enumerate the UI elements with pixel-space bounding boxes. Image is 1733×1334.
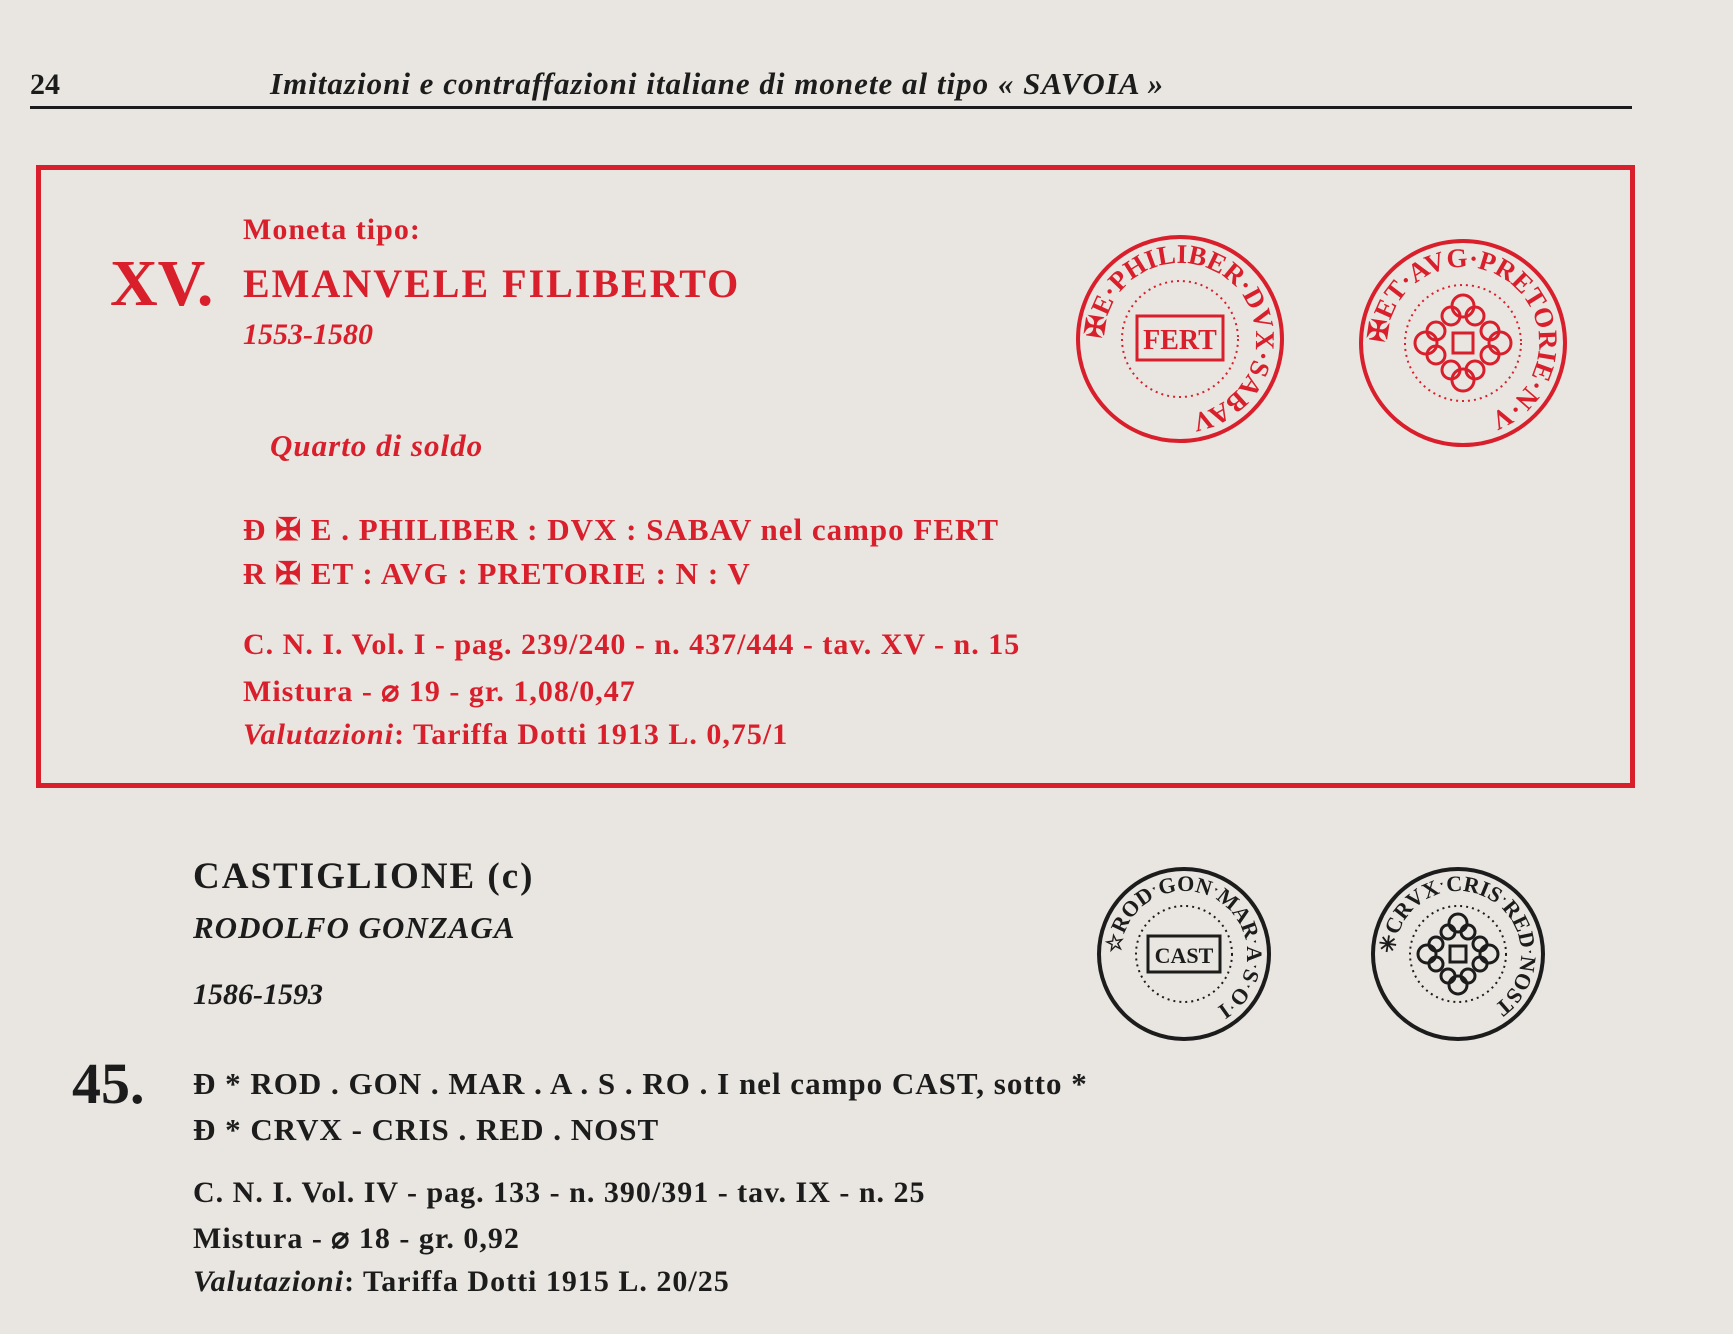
header-rule bbox=[30, 106, 1632, 109]
cni-reference: C. N. I. Vol. IV - pag. 133 - n. 390/391 - tav. IX - n. 25 bbox=[193, 1176, 926, 1209]
reverse-symbol: Ɍ bbox=[243, 556, 267, 591]
obverse-field-intro: nel campo bbox=[760, 512, 905, 547]
metal-weight-line: Mistura - ⌀ 18 - gr. 0,92 bbox=[193, 1222, 520, 1255]
coin-reverse-legend: ✠ET·AVG·PRETORIE·N·V bbox=[1362, 242, 1564, 437]
valuation-line bbox=[193, 1265, 730, 1299]
valuation-value: : Tariffa Dotti 1915 L. 20/25 bbox=[344, 1265, 730, 1298]
obverse-legend: E . PHILIBER : DVX : SABAV bbox=[310, 512, 752, 547]
obverse-field: FERT bbox=[913, 512, 1000, 547]
coin-reverse-legend: ✳CRVXˑCRISˑREDˑNOST bbox=[1374, 870, 1542, 1022]
page-number: 24 bbox=[30, 68, 60, 101]
coin-obverse-image bbox=[1096, 866, 1272, 1042]
reverse-symbol: Đ bbox=[193, 1112, 217, 1147]
mint-name: CASTIGLIONE (c) bbox=[193, 856, 535, 897]
coin-obverse-image bbox=[1075, 234, 1285, 444]
entry-xv-numeral: XV. bbox=[110, 247, 214, 320]
cross-trefoil-icon bbox=[1418, 914, 1498, 994]
cross-pattee-icon: ✠ bbox=[275, 556, 303, 591]
cni-reference: C. N. I. Vol. I - pag. 239/240 - n. 437/444 - tav. XV - n. 15 bbox=[243, 628, 1021, 661]
ruler-name: RODOLFO GONZAGA bbox=[193, 910, 516, 945]
reverse-legend-line bbox=[243, 556, 751, 592]
cross-pattee-icon: ✠ bbox=[275, 512, 303, 547]
reverse-legend: * CRVX - CRIS . RED . NOST bbox=[225, 1112, 660, 1147]
obverse-legend: * ROD . GON . MAR . A . S . RO . I nel campo CAST, sotto * bbox=[225, 1066, 1088, 1101]
reverse-legend-line bbox=[193, 1112, 659, 1148]
coin-obverse-legend: ✠E·PHILIBER·DVX·SABAV bbox=[1079, 238, 1281, 438]
running-title: Imitazioni e contraffazioni italiane di monete al tipo « SAVOIA » bbox=[270, 66, 1165, 101]
coin-reverse-image bbox=[1370, 866, 1546, 1042]
denomination: Quarto di soldo bbox=[270, 428, 484, 463]
obverse-symbol: Đ bbox=[243, 512, 267, 547]
coin-obverse-field: CAST bbox=[1154, 943, 1214, 968]
valuation-label: Valutazioni bbox=[243, 718, 395, 751]
valuation-value: : Tariffa Dotti 1913 L. 0,75/1 bbox=[394, 718, 789, 751]
valuation-label: Valutazioni bbox=[193, 1265, 345, 1298]
ruler-dates: 1553-1580 bbox=[243, 318, 373, 351]
coin-obverse-field: FERT bbox=[1143, 325, 1217, 356]
obverse-legend-line bbox=[243, 512, 999, 548]
ruler-name: EMANVELE FILIBERTO bbox=[243, 261, 741, 306]
entry-number: 45. bbox=[72, 1051, 145, 1116]
valuation-line bbox=[243, 718, 788, 752]
metal-weight-line: Mistura - ⌀ 19 - gr. 1,08/0,47 bbox=[243, 675, 636, 708]
obverse-symbol: Đ bbox=[193, 1066, 217, 1101]
coin-reverse-image bbox=[1358, 238, 1568, 448]
coin-type-label: Moneta tipo: bbox=[243, 213, 421, 246]
coin-obverse-legend: ☆RODˑGONˑMARˑAˑSˑOˑI bbox=[1100, 870, 1268, 1025]
cross-trefoil-icon bbox=[1415, 295, 1511, 391]
reverse-legend: ET : AVG : PRETORIE : N : V bbox=[310, 556, 751, 591]
ruler-dates: 1586-1593 bbox=[193, 978, 323, 1011]
obverse-legend-line bbox=[193, 1066, 1088, 1102]
